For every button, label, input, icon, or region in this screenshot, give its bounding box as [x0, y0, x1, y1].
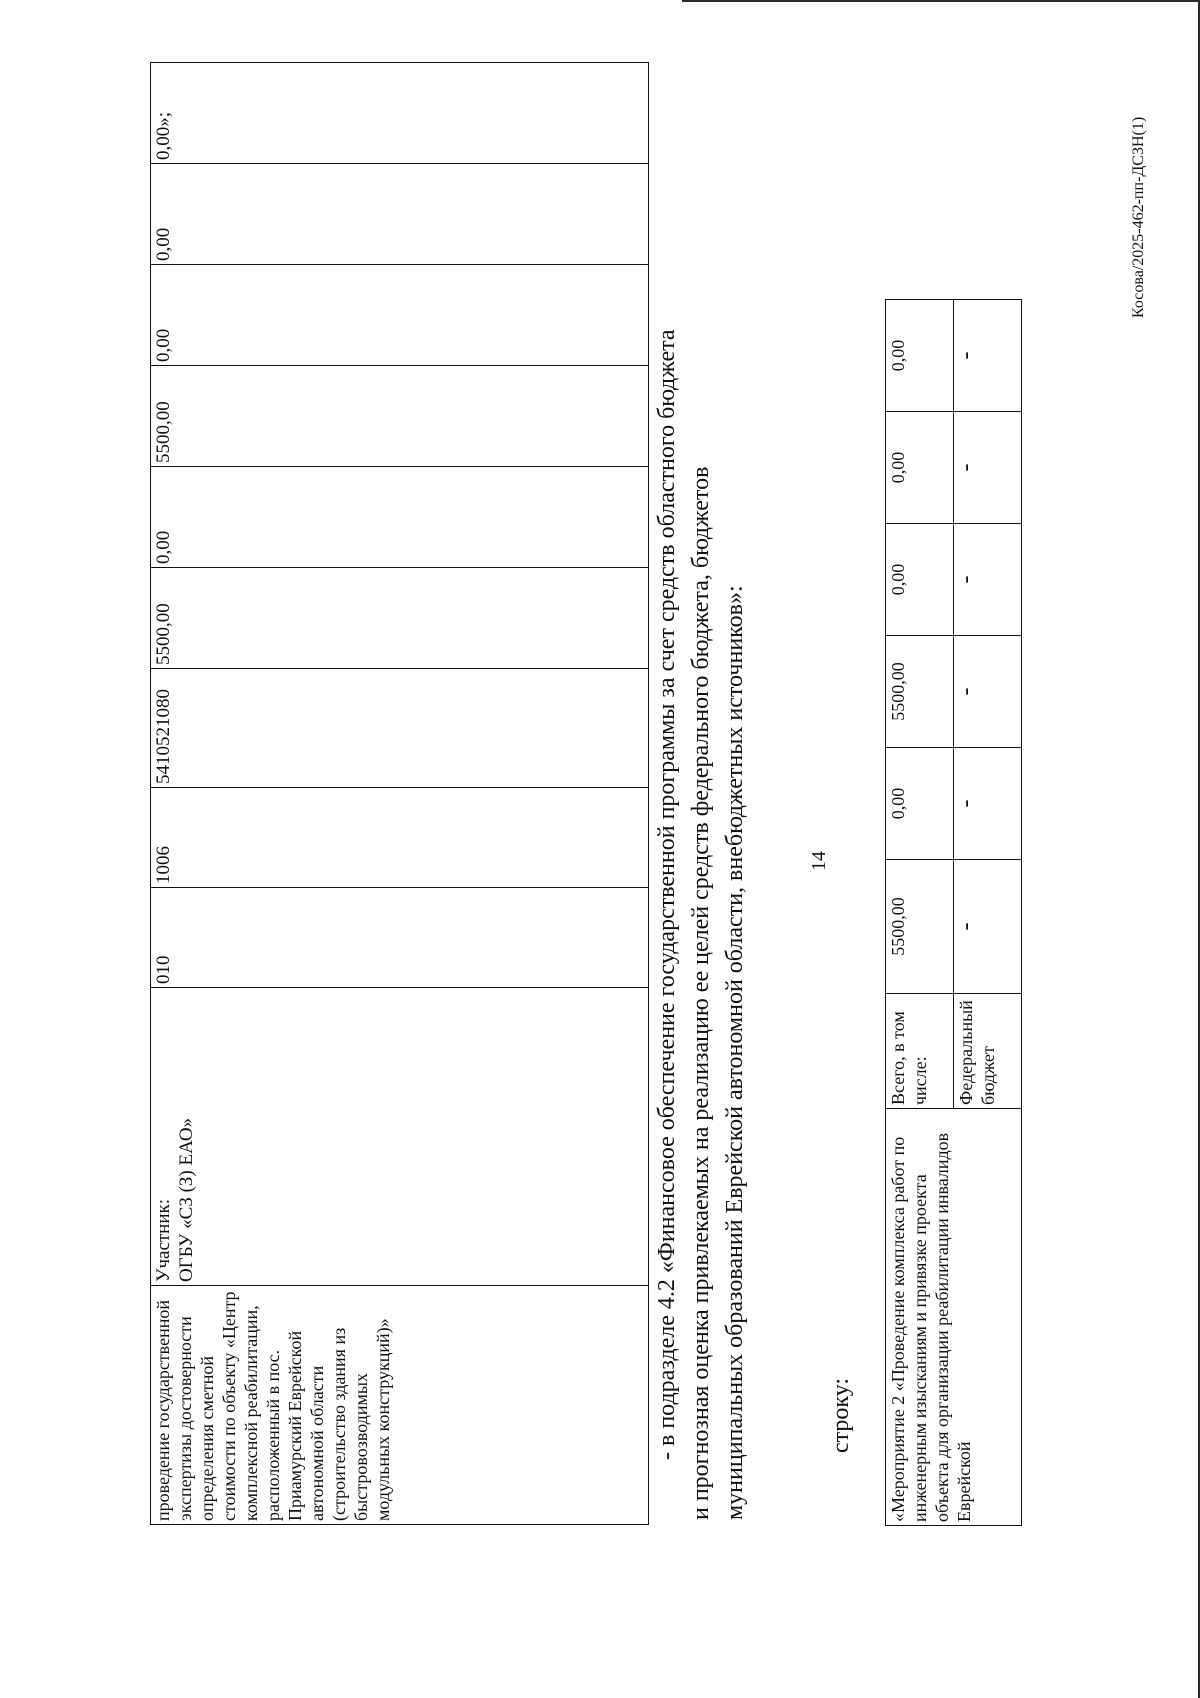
cell-total: 5500,00 — [151, 568, 649, 669]
amendment-paragraph: - в подразделе 4.2 «Финансовое обеспечение государственной программы за счет средств областного бюджета и прогнозная оценка привлекаемых на реализацию ее целей средств федерального бюджета, бюджетов муниципальных образований Еврейской автономной области, внебюджетных источников»: — [654, 329, 748, 1520]
value-cell: - — [954, 300, 1022, 412]
value-cell: - — [954, 636, 1022, 748]
cell-rzpr: 1006 — [151, 788, 649, 888]
funding-table-upper — [150, 62, 649, 1525]
cell-year2: 5500,00 — [151, 366, 649, 467]
table-row — [151, 63, 649, 1525]
cell-year3: 0,00 — [151, 265, 649, 366]
cell-year4: 0,00 — [151, 164, 649, 265]
value-cell: 0,00 — [886, 524, 954, 636]
cell-year5: 0,00»; — [151, 63, 649, 164]
funding-table-lower — [885, 299, 1022, 1526]
activity-description: проведение государственной экспертизы достоверности определения сметной стоимости по объекту «Центр комплексной реабилитации, расположенный в пос. Приамурский Еврейской автономной области (строительство здания из быстровозводимых модульных конструкций)» — [151, 1286, 649, 1525]
value-cell: 5500,00 — [886, 860, 954, 994]
measure-description: «Мероприятие 2 «Проведение комплекса работ по инженерным изысканиям и привязке проекта объекта для организации реабилитации инвалидов Еврейской — [886, 1109, 1022, 1526]
cell-grbs: 010 — [151, 888, 649, 988]
stroku-label: строку: — [828, 1377, 854, 1453]
rotated-page: 14 проведение государственной экспертизы достоверности определения сметной стоимости по объекту «Центр комплексной реабилитации, расположенный в пос. Приамурский Еврейской автономной области (строительство здания из быстровозводимых модульных конструкций)» Участник: ОГБУ «СЗ (З) ЕАО» 010 1006 5410521080 5500,00 0,00 5500,00 0,00 0,00 0,00»; - в подразделе 4.2 «Финансовое обеспечение государственной программы за счет средств областного бюджета и прогнозная оценка привлекаемых на реализацию ее целей средств федерального бюджета, бюджетов муниципальных образований Еврейской автономной области, внебюджетных источников»: строку: «Мероприятие 2 «Проведение комплекса работ по инженерным изысканиям и привязке проекта объекта для организации реабилитации инвалидов Еврейской Всего, в том числе: 5500,00 0,00 5500,00 0,00 0,00 0,00 Федеральный бюджет - - - - - - Косова/2025-462-пп-ДСЗН(1) — [0, 0, 1200, 1698]
participant-cell: Участник: ОГБУ «СЗ (З) ЕАО» — [151, 988, 649, 1286]
value-cell: 5500,00 — [886, 636, 954, 748]
table-row — [886, 300, 954, 1526]
value-cell: - — [954, 412, 1022, 524]
source-cell: Всего, в том числе: — [886, 994, 954, 1109]
value-cell: - — [954, 860, 1022, 994]
document-footer-code: Косова/2025-462-пп-ДСЗН(1) — [1130, 116, 1147, 318]
source-cell: Федеральный бюджет — [954, 994, 1022, 1109]
value-cell: - — [954, 748, 1022, 860]
cell-csr: 5410521080 — [151, 669, 649, 788]
value-cell: 0,00 — [886, 412, 954, 524]
cell-year1: 0,00 — [151, 467, 649, 568]
value-cell: 0,00 — [886, 748, 954, 860]
value-cell: 0,00 — [886, 300, 954, 412]
value-cell: - — [954, 524, 1022, 636]
